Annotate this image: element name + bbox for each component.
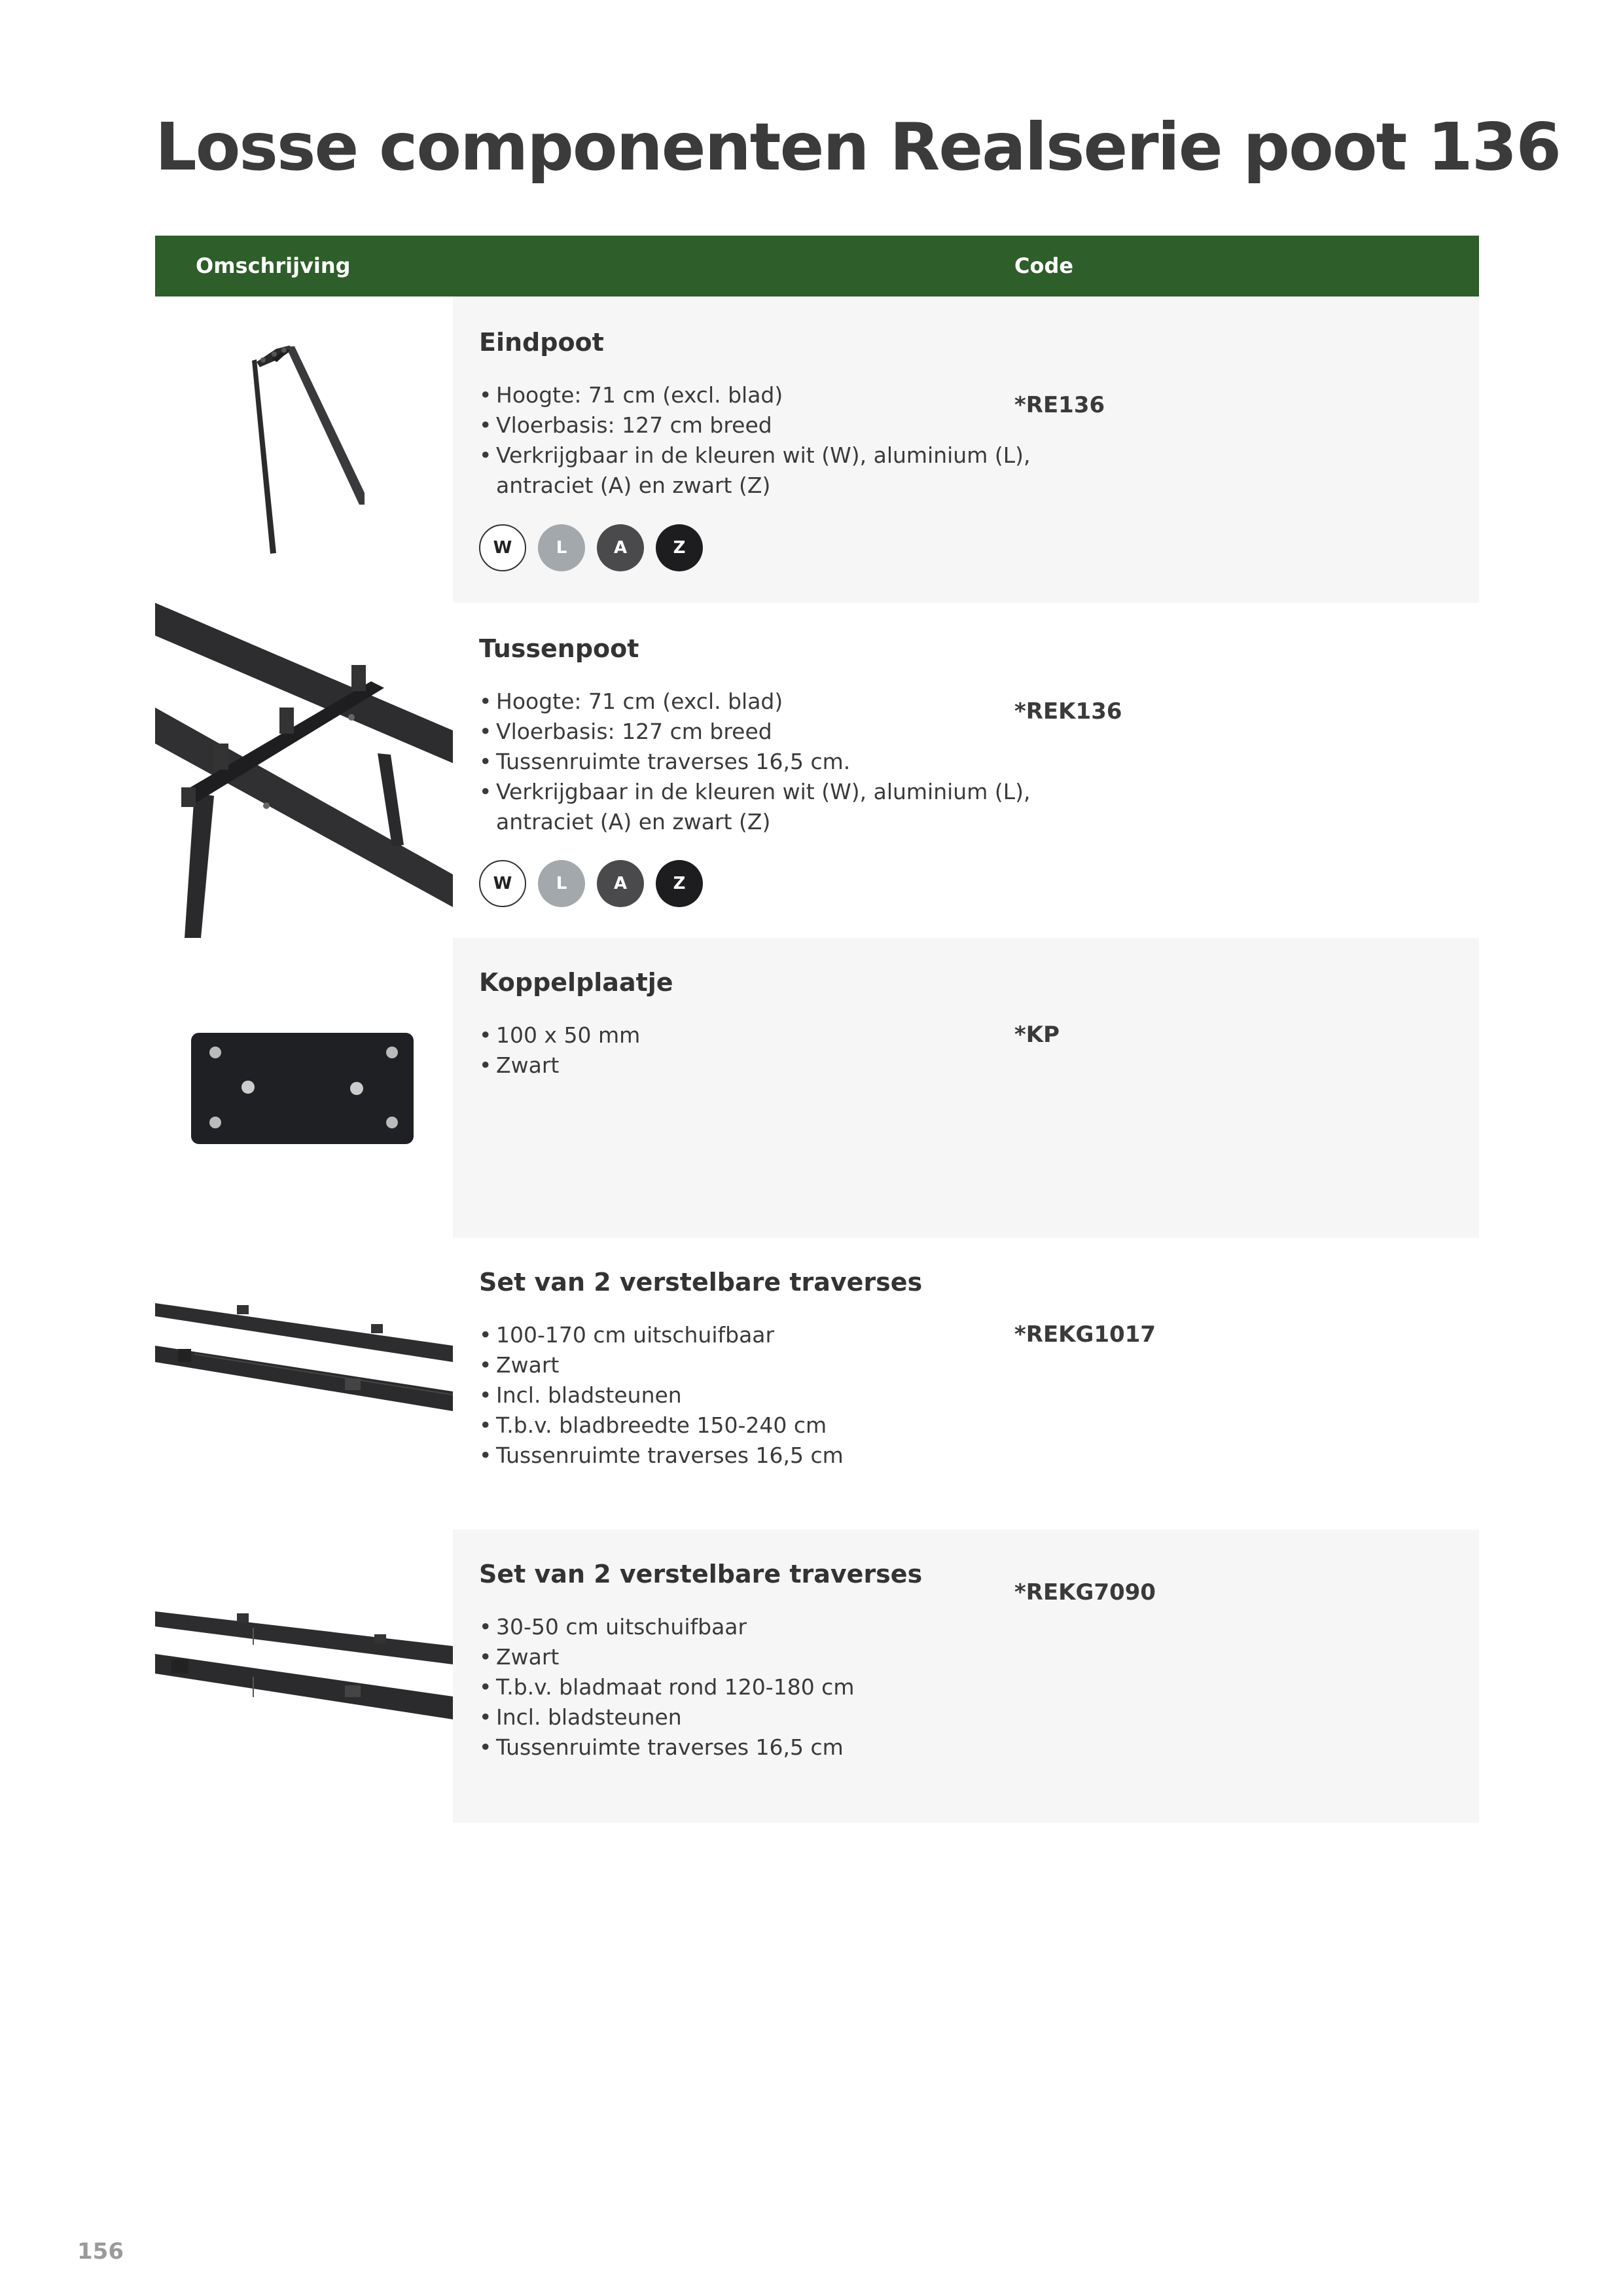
middle-leg-icon	[155, 603, 453, 938]
color-swatches	[479, 524, 703, 571]
spec-item: • T.b.v. bladmaat rond 120-180 cm	[479, 1672, 1133, 1702]
spec-item: • Verkrijgbaar in de kleuren wit (W), aluminium (L), antraciet (A) en zwart (Z)	[479, 777, 1133, 837]
product-name: Koppelplaatje	[479, 968, 673, 997]
swatch-black: Z	[656, 860, 703, 907]
page-title: Losse componenten Realserie poot 136	[155, 109, 1560, 185]
spec-item: • Zwart	[479, 1350, 1133, 1380]
product-name: Set van 2 verstelbare traverses	[479, 1560, 923, 1588]
spec-item: • 100 x 50 mm	[479, 1020, 1133, 1050]
spec-item: • Incl. bladsteunen	[479, 1380, 1133, 1410]
spec-item: • 30-50 cm uitschuifbaar	[479, 1612, 1133, 1642]
table-row	[155, 603, 1479, 938]
product-code: *REKG7090	[1014, 1579, 1156, 1605]
spec-item: • Verkrijgbaar in de kleuren wit (W), aluminium (L), antraciet (A) en zwart (Z)	[479, 440, 1133, 501]
spec-item: • Tussenruimte traverses 16,5 cm.	[479, 747, 1133, 777]
product-code: *REKG1017	[1014, 1321, 1156, 1348]
page-number: 156	[77, 2238, 124, 2265]
spec-item: • T.b.v. bladbreedte 150-240 cm	[479, 1410, 1133, 1441]
swatch-white: W	[479, 860, 526, 907]
spec-item: • Tussenruimte traverses 16,5 cm	[479, 1441, 1133, 1471]
coupling-plate-icon	[155, 938, 453, 1238]
product-code: *REK136	[1014, 698, 1122, 725]
spec-item: • Zwart	[479, 1642, 1133, 1672]
swatch-aluminium: L	[538, 524, 585, 571]
table-header	[155, 236, 1479, 296]
swatch-anthracite: A	[597, 860, 644, 907]
spec-item: • Zwart	[479, 1050, 1133, 1081]
swatch-black: Z	[656, 524, 703, 571]
header-code: Code	[1014, 253, 1074, 278]
header-description: Omschrijving	[196, 253, 351, 278]
spec-item: • 100-170 cm uitschuifbaar	[479, 1320, 1133, 1350]
spec-item: • Hoogte: 71 cm (excl. blad)	[479, 687, 1133, 717]
swatch-aluminium: L	[538, 860, 585, 907]
crossbar-set-icon	[155, 1238, 453, 1530]
product-name: Eindpoot	[479, 328, 604, 357]
product-code: *KP	[1014, 1022, 1060, 1048]
table-row	[155, 1238, 1479, 1530]
table-row	[155, 296, 1479, 603]
table-row	[155, 938, 1479, 1238]
swatch-white: W	[479, 524, 526, 571]
spec-item: • Incl. bladsteunen	[479, 1702, 1133, 1732]
end-leg-icon	[155, 296, 453, 603]
product-name: Set van 2 verstelbare traverses	[479, 1268, 923, 1297]
spec-item: • Tussenruimte traverses 16,5 cm	[479, 1732, 1133, 1763]
color-swatches	[479, 860, 703, 907]
product-code: *RE136	[1014, 392, 1105, 418]
swatch-anthracite: A	[597, 524, 644, 571]
spec-item: • Vloerbasis: 127 cm breed	[479, 717, 1133, 747]
spec-item: • Hoogte: 71 cm (excl. blad)	[479, 380, 1133, 410]
crossbar-set-icon	[155, 1530, 453, 1823]
spec-list	[479, 1612, 1133, 1763]
spec-item: • Vloerbasis: 127 cm breed	[479, 410, 1133, 440]
product-name: Tussenpoot	[479, 634, 639, 663]
table-row	[155, 1530, 1479, 1823]
